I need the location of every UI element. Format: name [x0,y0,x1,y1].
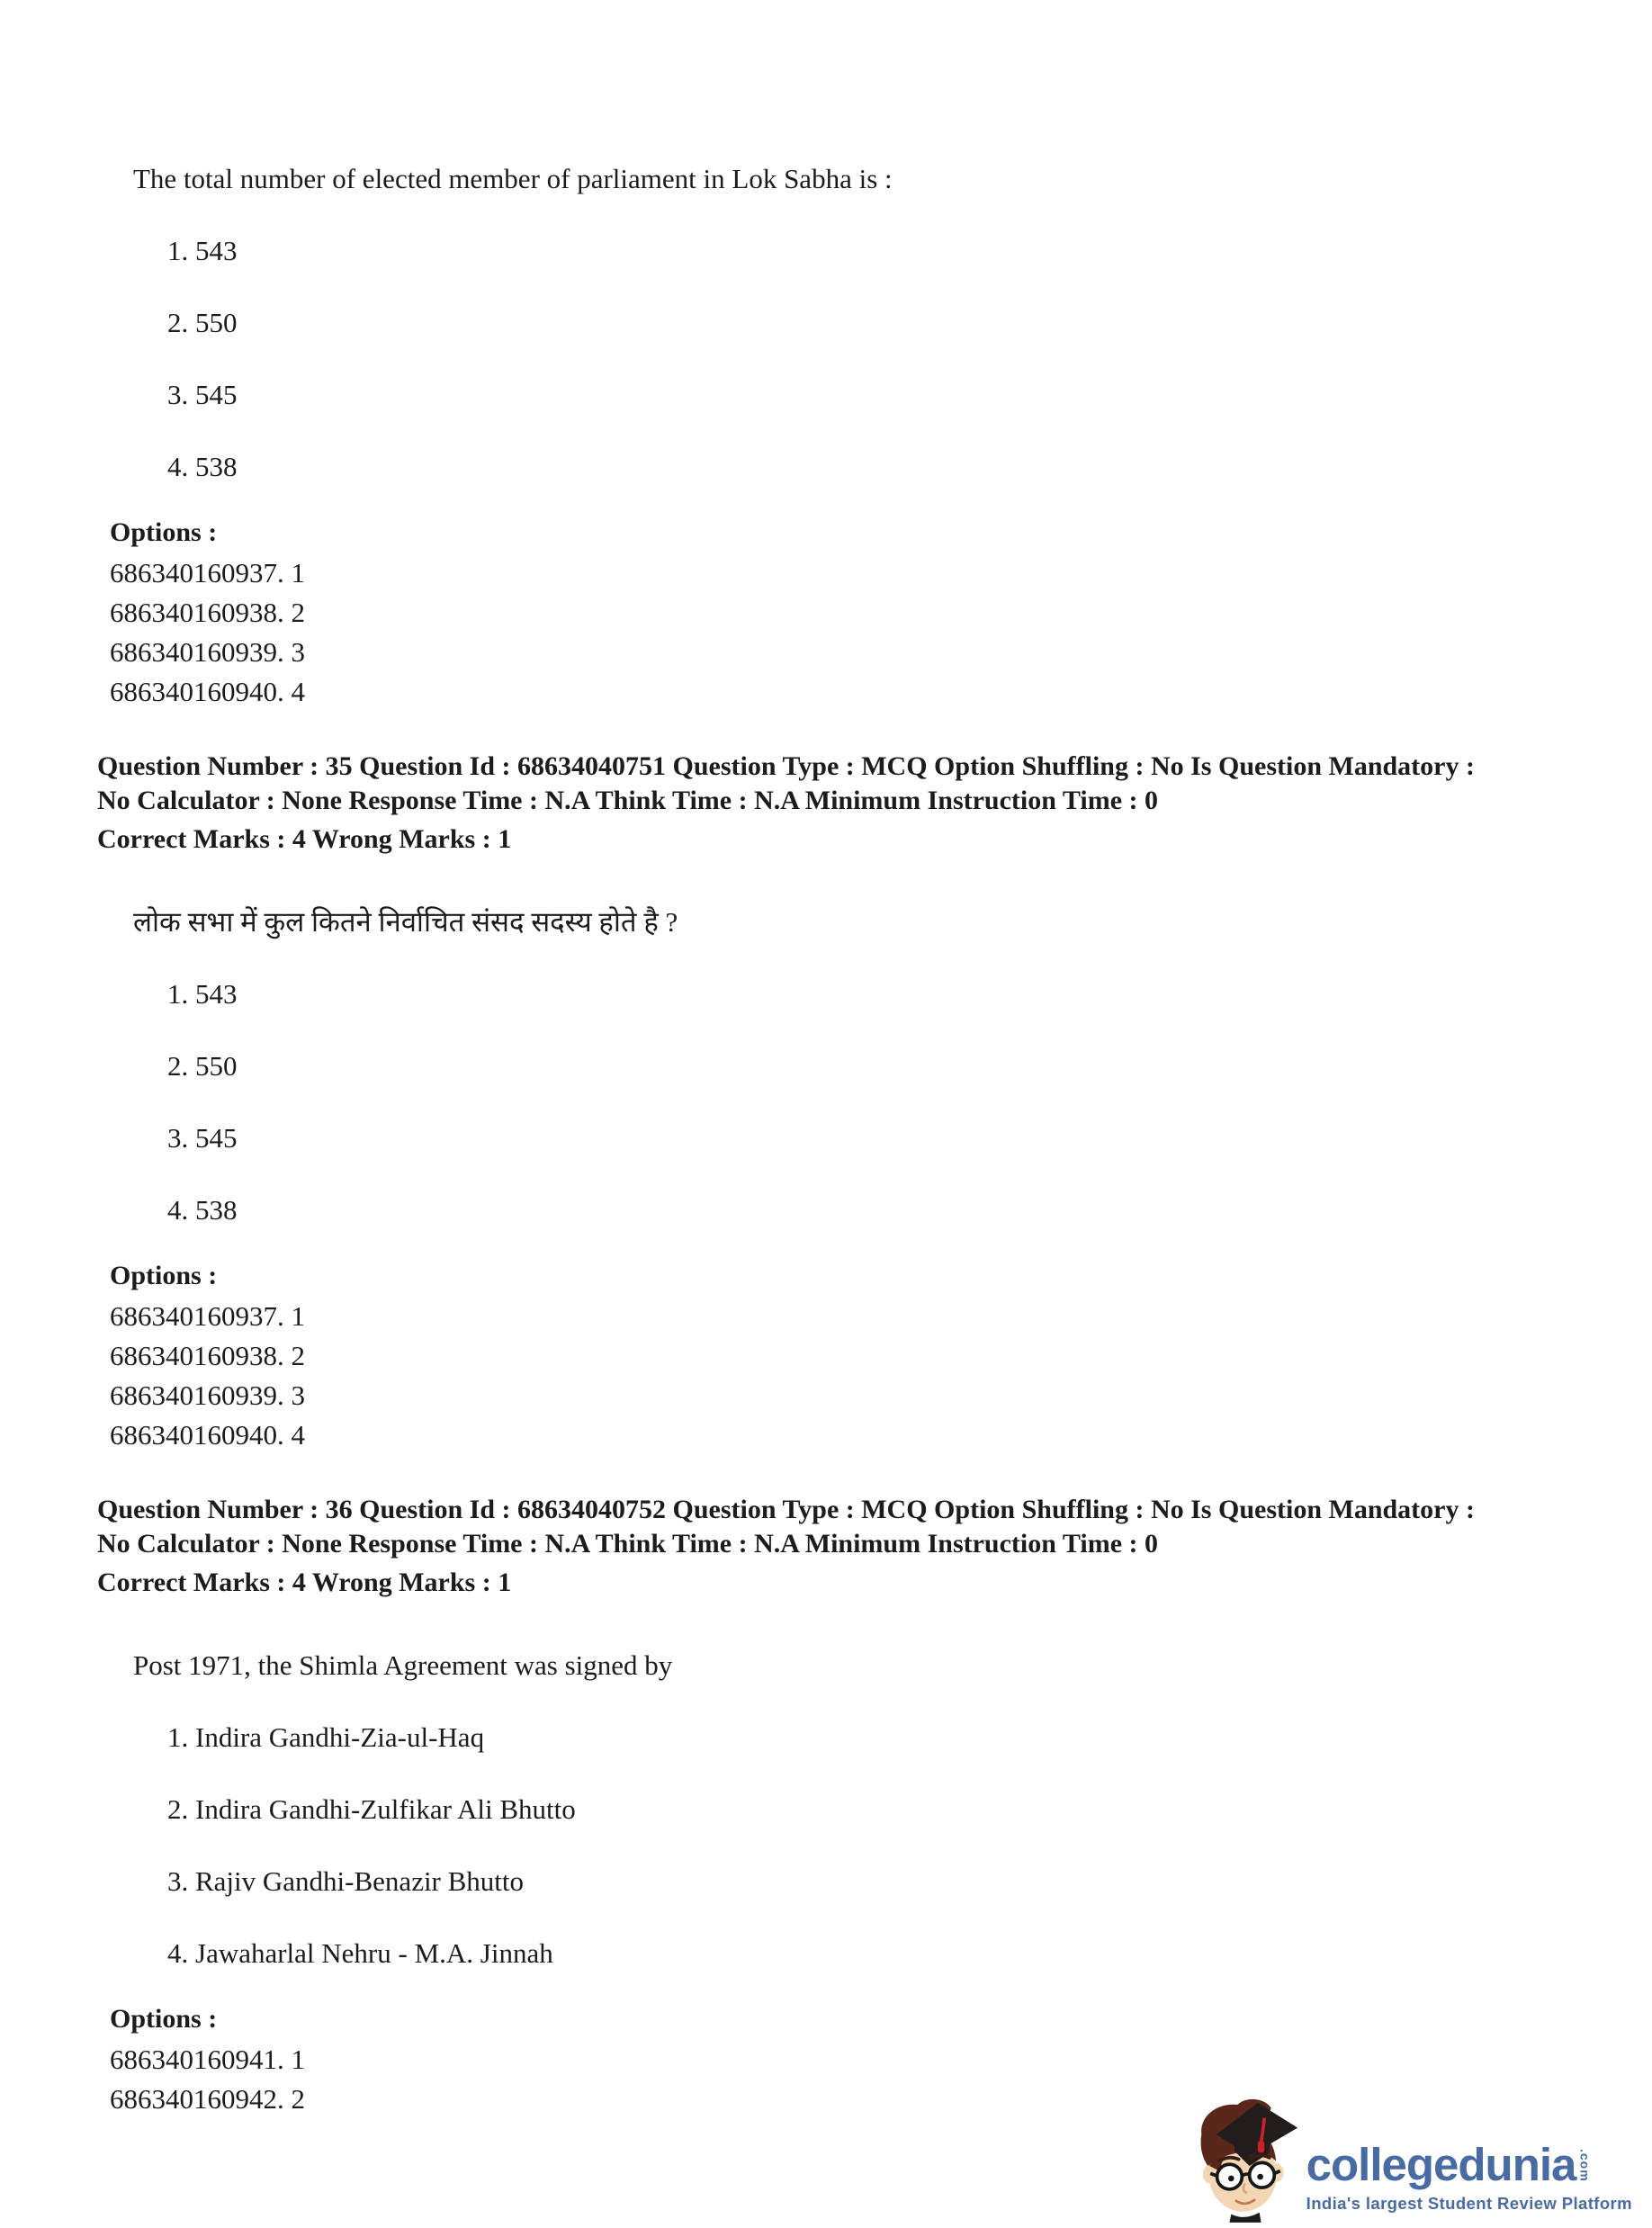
choice-4: 4. 538 [167,451,238,482]
meta-line-1: Question Number : 35 Question Id : 68634040751 Question Type : MCQ Option Shuffling : No Is Question Mandatory : [97,751,1475,781]
collegedunia-mascot-icon [1191,2088,1299,2224]
option-id: 686340160940. 4 [110,676,305,707]
meta-line-1: Question Number : 36 Question Id : 68634040752 Question Type : MCQ Option Shuffling : No Is Question Mandatory : [97,1495,1475,1524]
choice-2: 2. 550 [167,307,238,338]
collegedunia-tagline: India's largest Student Review Platform [1306,2194,1632,2213]
choice-2: 2. 550 [167,1050,238,1082]
choice-3: 3. 545 [167,379,238,410]
choice-1: 1. 543 [167,235,238,266]
option-id: 686340160937. 1 [110,1300,305,1332]
option-id: 686340160937. 1 [110,557,305,588]
collegedunia-logo [1191,2088,1632,2224]
choice-1: 1. Indira Gandhi-Zia-ul-Haq [167,1721,485,1753]
question-35-metadata [97,750,1609,857]
question-text: लोक सभा में कुल कितने निर्वाचित संसद सदस्य होते है ? [133,906,678,938]
meta-marks-line: Correct Marks : 4 Wrong Marks : 1 [97,824,512,854]
option-id-list [0,1297,1652,1455]
choice-3: 3. Rajiv Gandhi-Benazir Bhutto [167,1865,525,1897]
meta-line-2: No Calculator : None Response Time : N.A Think Time : N.A Minimum Instruction Time : 0 [97,786,1158,815]
question-36-metadata [97,1493,1609,1600]
choice-1: 1. 543 [167,978,238,1010]
choice-4: 4. 538 [167,1194,238,1226]
choice-3: 3. 545 [167,1122,238,1154]
choice-4: 4. Jawaharlal Nehru - M.A. Jinnah [167,1937,553,1969]
question-34-section [0,162,1652,712]
collegedunia-wordmark [1306,2139,1632,2224]
choice-2: 2. Indira Gandhi-Zulfikar Ali Bhutto [167,1793,576,1825]
meta-marks-line: Correct Marks : 4 Wrong Marks : 1 [97,1568,512,1597]
option-id: 686340160938. 2 [110,597,305,628]
option-id: 686340160938. 2 [110,1340,305,1371]
options-label: Options : [110,2004,218,2034]
option-id: 686340160942. 2 [110,2083,305,2115]
option-id-list [0,553,1652,712]
options-label: Options : [110,517,218,547]
option-id: 686340160941. 1 [110,2044,305,2075]
option-id: 686340160939. 3 [110,1379,305,1411]
collegedunia-domain-suffix: .com [1577,2149,1593,2182]
options-label: Options : [110,1261,218,1290]
option-id: 686340160940. 4 [110,1419,305,1451]
question-36-section [0,1493,1652,2119]
question-text: The total number of elected member of parliament in Lok Sabha is : [133,163,893,194]
option-id: 686340160939. 3 [110,636,305,668]
meta-line-2: No Calculator : None Response Time : N.A Think Time : N.A Minimum Instruction Time : 0 [97,1529,1158,1559]
collegedunia-brand-text: collegedunia [1306,2139,1576,2190]
question-35-section [0,750,1652,1455]
question-text: Post 1971, the Shimla Agreement was signed by [133,1649,673,1681]
